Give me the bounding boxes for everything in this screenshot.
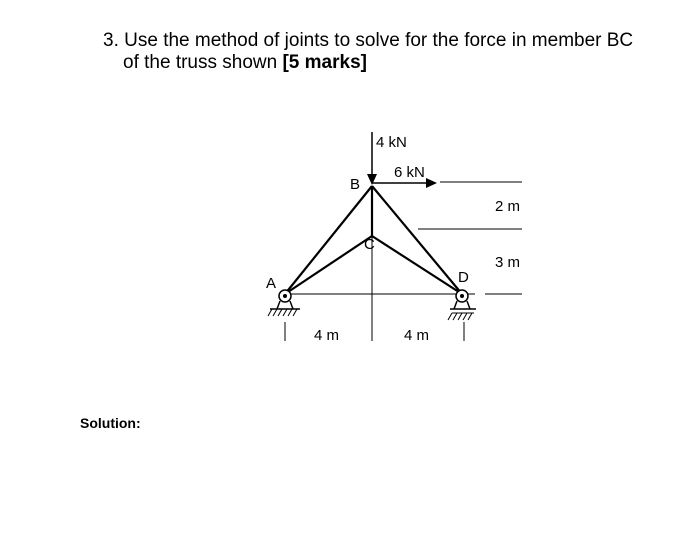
- question-number: 3.: [103, 30, 119, 51]
- dimension-4m-right-label: 4 m: [404, 327, 430, 344]
- right-arrow-icon: [426, 178, 437, 188]
- member-cd: [372, 236, 462, 294]
- joint-c-label: C: [364, 236, 375, 253]
- joint-a-label: A: [266, 275, 277, 292]
- solution-label: Solution:: [80, 415, 141, 431]
- member-ab: [285, 186, 372, 294]
- load-6kn-label: 6 kN: [394, 164, 425, 181]
- question-text-cont: of the truss shown: [123, 52, 278, 73]
- joint-d-label: D: [458, 269, 469, 286]
- question-marks: [5 marks]: [282, 52, 367, 73]
- member-bd: [372, 186, 462, 294]
- dimension-4m-left-label: 4 m: [314, 327, 340, 344]
- dimension-3m-label: 3 m: [495, 254, 521, 271]
- dimension-2m-label: 2 m: [495, 198, 521, 215]
- load-4kn-label: 4 kN: [376, 134, 407, 151]
- question-text: Use the method of joints to solve for the force in member BC: [124, 30, 634, 51]
- member-ac: [285, 236, 372, 294]
- joint-b-label: B: [350, 176, 361, 193]
